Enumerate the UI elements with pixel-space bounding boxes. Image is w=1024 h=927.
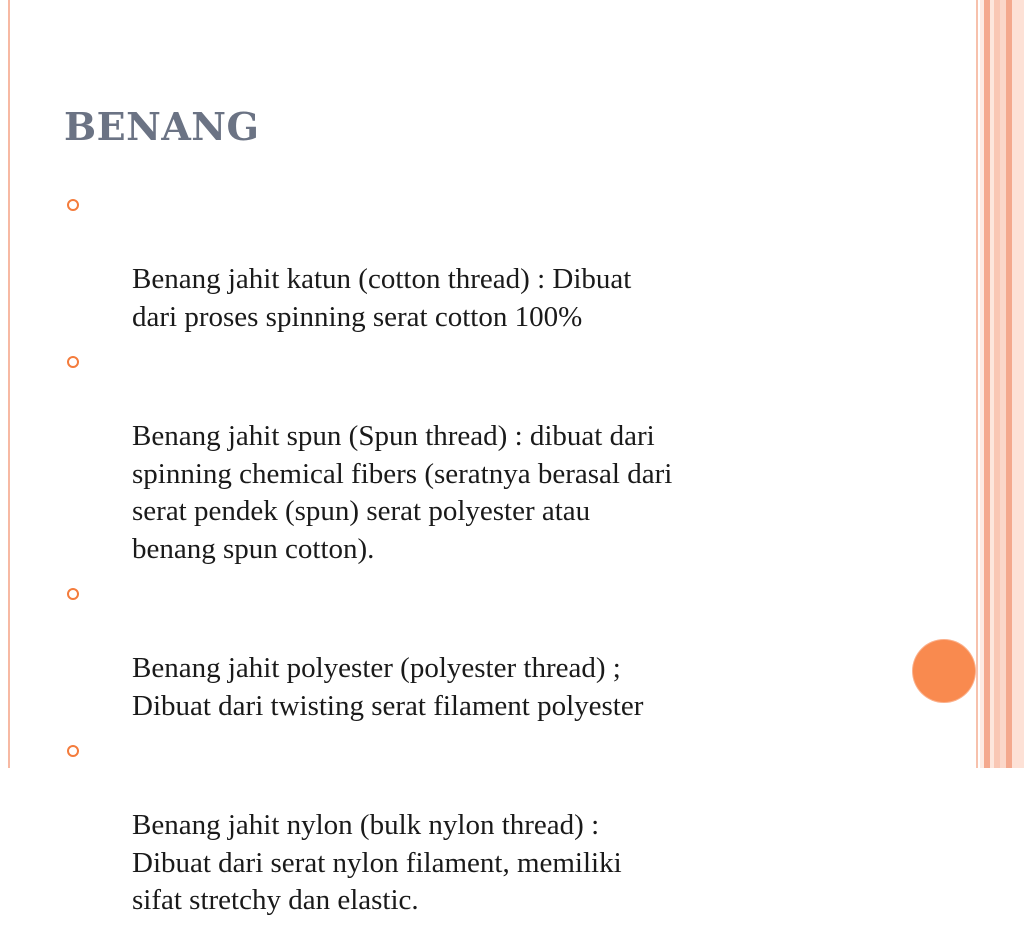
right-stripe xyxy=(1012,0,1024,768)
bullet-text: Benang jahit polyester (polyester thread) ; Dibuat dari twisting serat filament polyester xyxy=(132,652,644,722)
slide-title: BENANG xyxy=(64,104,260,149)
bullet-list xyxy=(62,186,882,927)
bullet-item xyxy=(62,186,882,336)
bullet-item xyxy=(62,732,882,920)
bullet-text: Benang jahit spun (Spun thread) : dibuat dari spinning chemical fibers (seratnya berasal dari serat pendek (spun) serat polyester atau benang spun cotton). xyxy=(132,420,673,565)
bullet-circle-icon xyxy=(67,356,79,368)
accent-circle-decoration xyxy=(913,640,975,702)
bullet-circle-icon xyxy=(67,745,79,757)
bullet-text: Benang jahit nylon (bulk nylon thread) : Dibuat dari serat nylon filament, memiliki sifat stretchy dan elastic. xyxy=(132,809,622,916)
bullet-circle-icon xyxy=(67,588,79,600)
right-stripe xyxy=(976,0,978,768)
left-border-line xyxy=(8,0,10,768)
bullet-item xyxy=(62,343,882,568)
bullet-circle-icon xyxy=(67,199,79,211)
bullet-text: Benang jahit katun (cotton thread) : Dibuat dari proses spinning serat cotton 100% xyxy=(132,263,632,333)
bullet-item xyxy=(62,575,882,725)
